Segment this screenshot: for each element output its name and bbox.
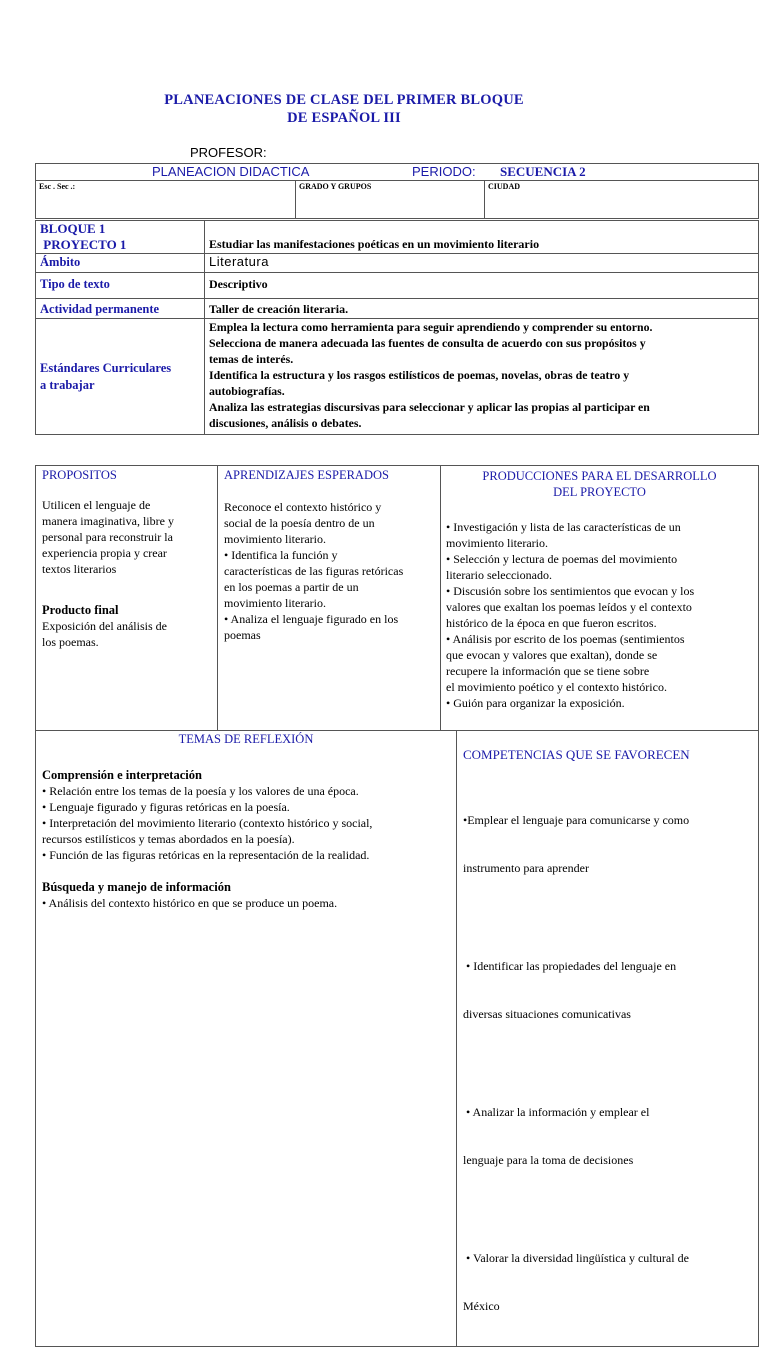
aprendizaje-line: en los poemas a partir de un [224,580,359,594]
aprendizajes-heading: APRENDIZAJES ESPERADOS [224,468,389,482]
estandar-line: Emplea la lectura como herramienta para seguir aprendiendo y comprender su entorno. [209,320,653,334]
produccion-line: el movimiento poético y el contexto histórico. [446,680,667,694]
produccion-line: literario seleccionado. [446,568,552,582]
details-table [35,220,759,435]
periodo-label: PERIODO: [412,164,476,179]
page-title-line-2: DE ESPAÑOL III [287,110,401,126]
competencia-item [463,780,752,908]
tipo-texto-value: Descriptivo [205,273,759,299]
producciones-heading [446,468,753,500]
competencia-item [463,1072,752,1200]
produccion-line: • Investigación y lista de las características de un [446,520,681,534]
tema-line: • Análisis del contexto histórico en que se produce un poema. [42,896,338,910]
proyecto-value: Estudiar las manifestaciones poéticas en un movimiento literario [205,221,759,254]
propositos-line: Utilicen el lenguaje de [42,498,151,512]
secuencia-label: SECUENCIA 2 [500,164,586,179]
producto-line: Exposición del análisis de [42,619,167,633]
page-title-line-1: PLANEACIONES DE CLASE DEL PRIMER BLOQUE [164,92,524,108]
produccion-line: • Análisis por escrito de los poemas (sentimientos [446,632,685,646]
ambito-label: Ámbito [36,254,205,273]
ambito-value: Literatura [205,254,759,273]
aprendizaje-line: movimiento literario. [224,532,326,546]
propositos-line: textos literarios [42,562,117,576]
estandares-label-line-2: a trabajar [40,377,95,392]
bloque-label: BLOQUE 1 [40,221,106,236]
profesor-label: PROFESOR: [190,145,267,160]
estandar-line: Identifica la estructura y los rasgos estilísticos de poemas, novelas, obras de teatro y [209,368,630,382]
temas-heading: TEMAS DE REFLEXIÓN [178,732,314,746]
estandar-line: temas de interés. [209,352,294,366]
competencia-item [463,1218,752,1346]
comprension-heading: Comprensión e interpretación [42,768,202,782]
planeacion-label: PLANEACION DIDACTICA [152,164,310,179]
aprendizaje-line: Reconoce el contexto histórico y [224,500,382,514]
info-header-row [36,164,759,181]
produccion-line: • Discusión sobre los sentimientos que evocan y los [446,584,695,598]
producto-line: los poemas. [42,635,99,649]
tema-line: • Interpretación del movimiento literario (contexto histórico y social, [42,816,373,830]
competencias-heading: COMPETENCIAS QUE SE FAVORECEN [463,747,690,762]
aprendizajes-text [224,499,434,643]
tema-line: • Relación entre los temas de la poesía y los valores de una época. [42,784,359,798]
producciones-text [446,519,753,711]
grado-cell: GRADO Y GRUPOS [296,181,485,219]
competencia-line: •Emplear el lenguaje para comunicarse y como [463,813,690,827]
estandar-line: Selecciona de manera adecuada las fuentes de consulta de acuerdo con sus propósitos y [209,336,646,350]
competencia-line: • Analizar la información y emplear el [463,1105,650,1119]
produccion-line: histórico de la época en que fueron escritos. [446,616,657,630]
producto-final-text [42,618,211,650]
aprendizaje-line: movimiento literario. [224,596,326,610]
producciones-heading-line-1: PRODUCCIONES PARA EL DESARROLLO [482,469,717,483]
estandares-label-line-1: Estándares Curriculares [40,360,172,375]
estandar-line: discusiones, análisis o debates. [209,416,362,430]
producciones-cell [441,466,759,731]
competencia-line: diversas situaciones comunicativas [463,1007,631,1021]
propositos-text [42,497,211,577]
competencia-line: instrumento para aprender [463,861,589,875]
info-table [35,163,759,219]
tema-line: recursos estilísticos y temas abordados en la poesía). [42,832,295,846]
propositos-heading: PROPOSITOS [42,468,117,482]
propositos-line: personal para reconstruir la [42,530,173,544]
ciudad-cell: CIUDAD [485,181,759,219]
bloque-cell [36,221,205,254]
aprendizaje-line: • Identifica la función y [224,548,338,562]
esc-sec-cell: Esc . Sec .: [36,181,296,219]
actividad-label: Actividad permanente [36,299,205,319]
competencia-line: lenguaje para la toma de decisiones [463,1153,634,1167]
produccion-line: valores que exaltan los poemas leídos y el contexto [446,600,692,614]
produccion-line: que evocan y valores que exaltan), donde se [446,648,658,662]
reflexion-table [35,730,759,1347]
aprendizaje-line: poemas [224,628,261,642]
tema-line: • Función de las figuras retóricas en la representación de la realidad. [42,848,370,862]
aprendizajes-cell [218,466,441,731]
competencia-line: • Identificar las propiedades del lenguaje en [463,959,677,973]
produccion-line: recupere la información que se tiene sobre [446,664,650,678]
competencias-cell [457,731,759,1347]
propositos-line: experiencia propia y crear [42,546,167,560]
producciones-heading-line-2: DEL PROYECTO [553,485,646,499]
competencia-line: • Valorar la diversidad lingüística y cultural de [463,1251,689,1265]
estandares-value [205,319,759,435]
estandar-line: Analiza las estrategias discursivas para seleccionar y aplicar las propias al participar en [209,400,650,414]
busqueda-heading: Búsqueda y manejo de información [42,880,231,894]
proyecto-label: PROYECTO 1 [40,237,127,252]
aprendizaje-line: características de las figuras retóricas [224,564,404,578]
competencia-item [463,926,752,1054]
estandares-label [36,319,205,435]
actividad-value: Taller de creación literaria. [205,299,759,319]
produccion-line: • Selección y lectura de poemas del movimiento [446,552,678,566]
propositos-line: manera imaginativa, libre y [42,514,174,528]
aprendizaje-line: social de la poesía dentro de un [224,516,375,530]
produccion-line: movimiento literario. [446,536,548,550]
aprendizaje-line: • Analiza el lenguaje figurado en los [224,612,399,626]
produccion-line: • Guión para organizar la exposición. [446,696,625,710]
comprension-text [42,783,450,863]
busqueda-text [42,895,450,911]
estandar-line: autobiografías. [209,384,285,398]
producto-final-heading: Producto final [42,603,119,617]
propositos-cell [36,466,218,731]
tema-line: • Lenguaje figurado y figuras retóricas en la poesía. [42,800,290,814]
tipo-texto-label: Tipo de texto [36,273,205,299]
temas-cell [36,731,457,1347]
competencia-line: México [463,1299,500,1313]
planning-table [35,465,759,731]
